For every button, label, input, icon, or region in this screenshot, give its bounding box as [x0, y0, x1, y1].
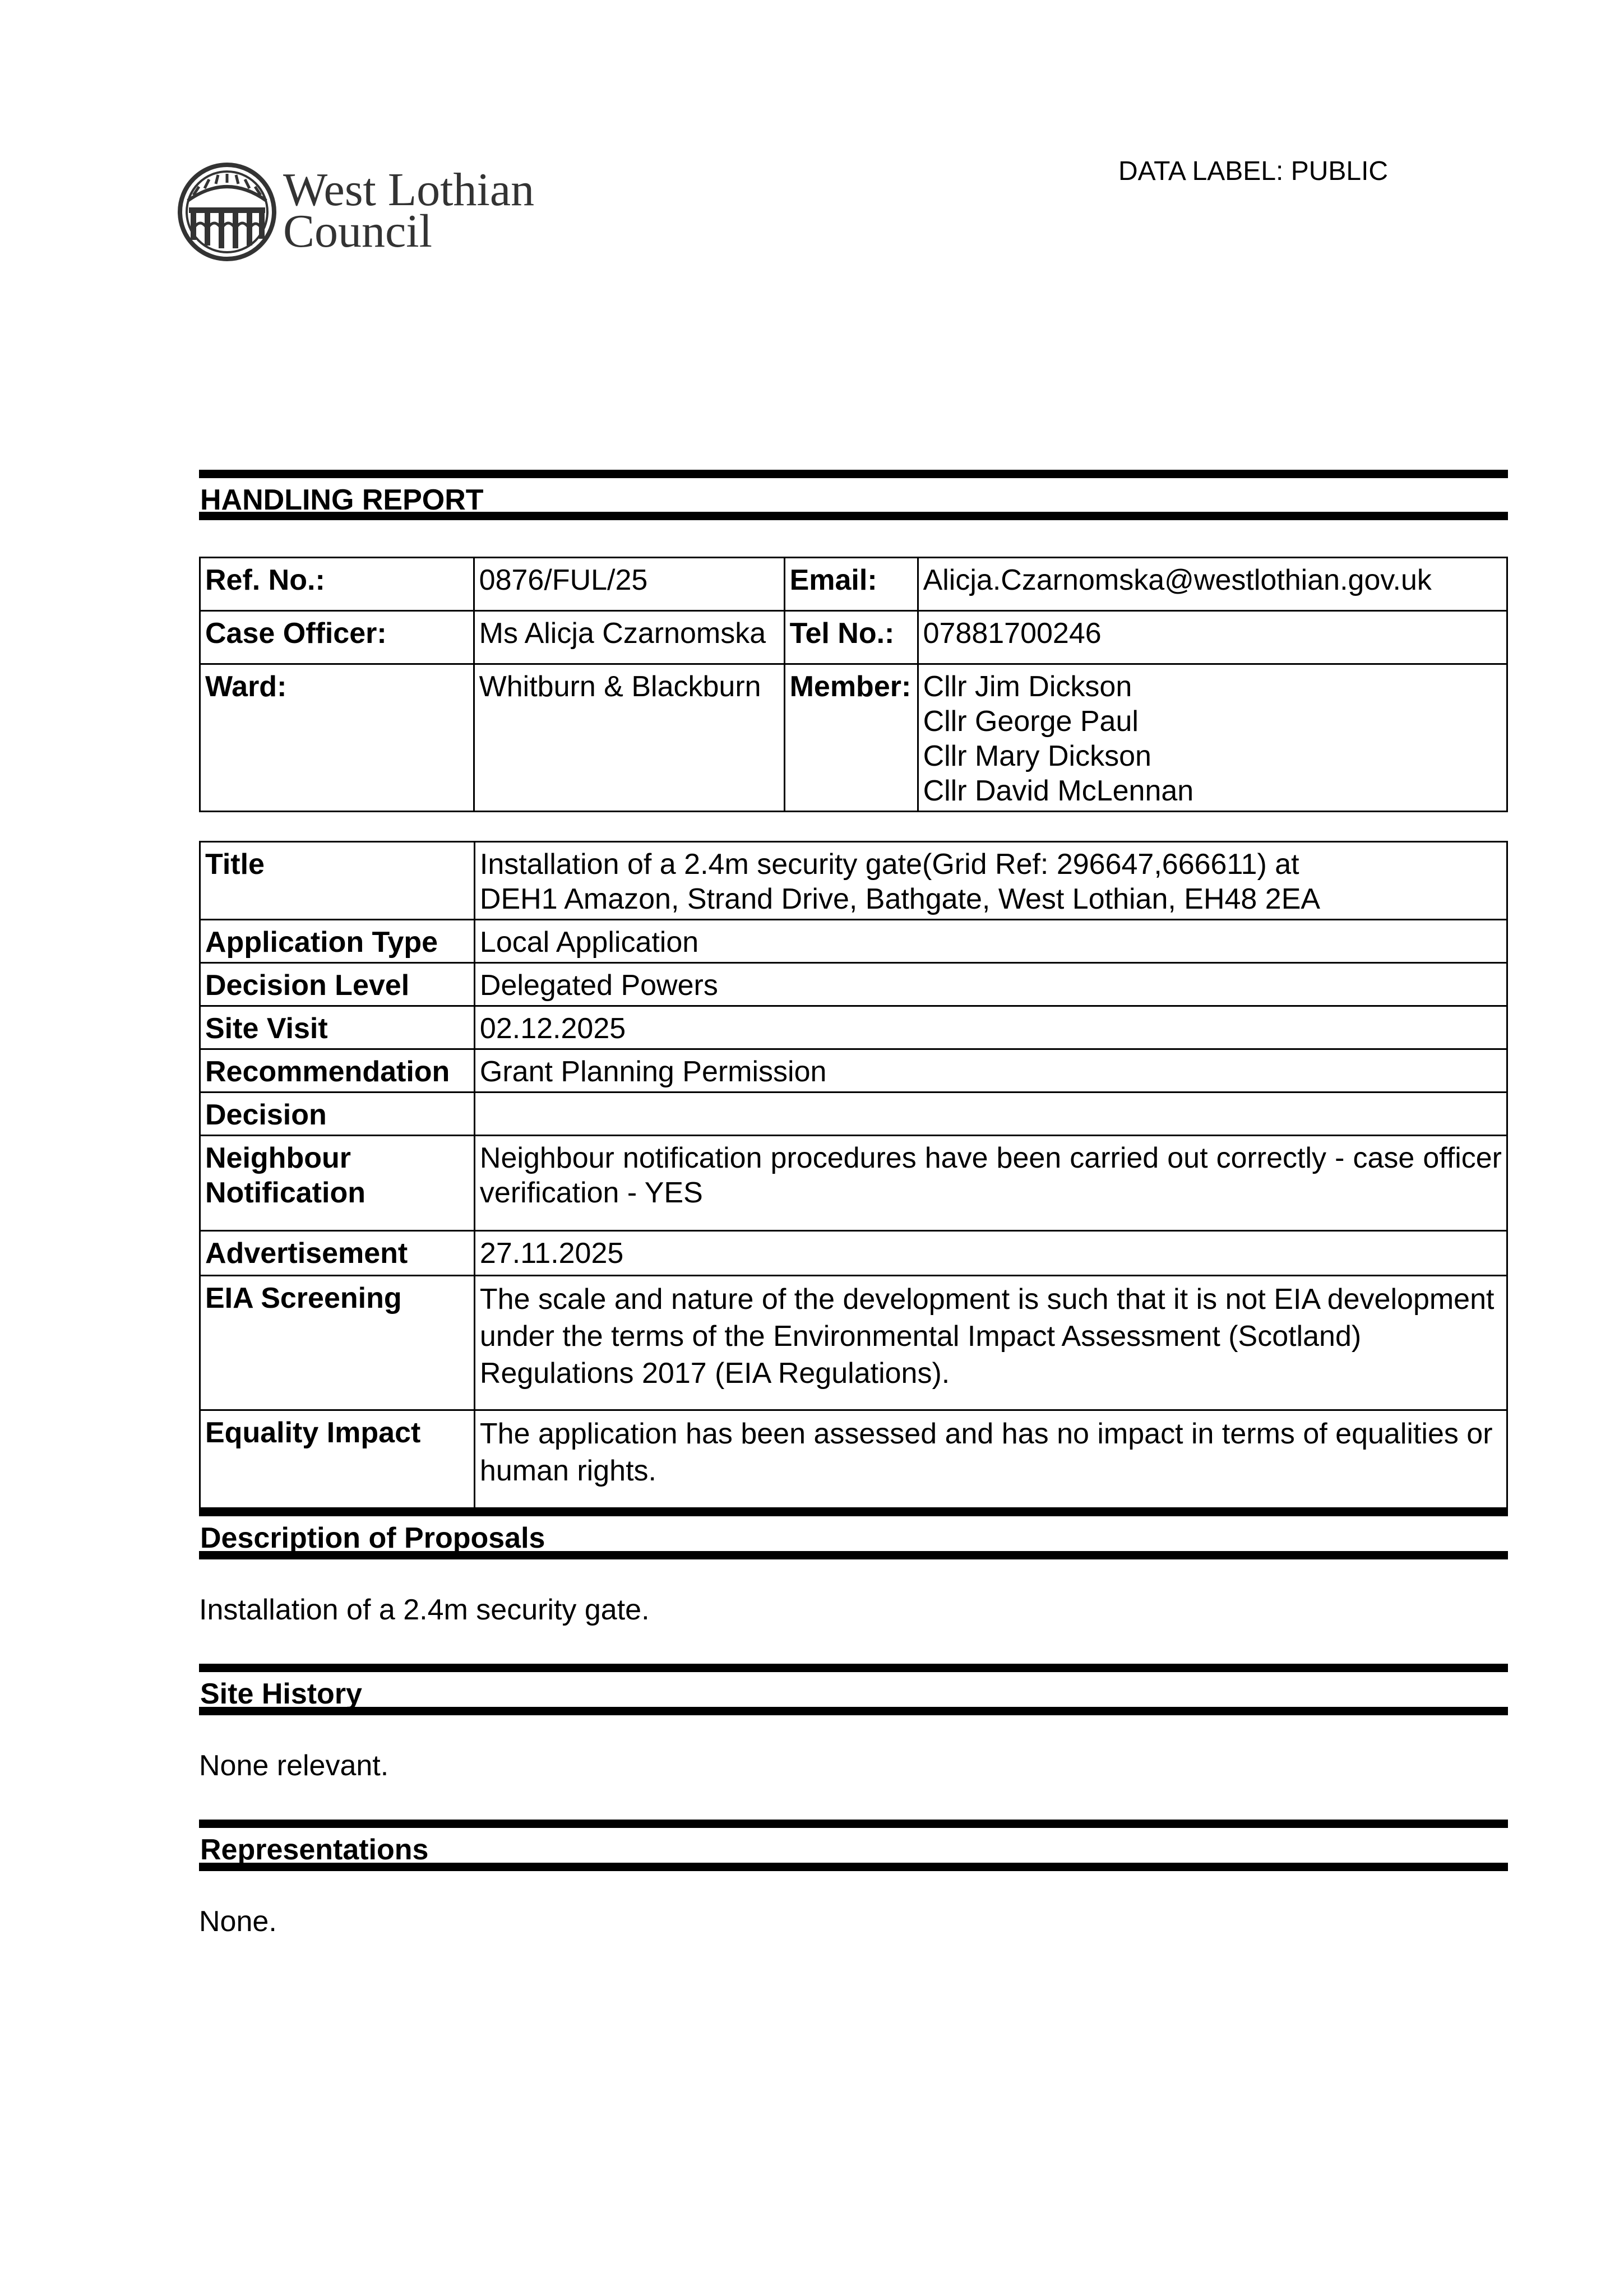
table-row	[200, 1136, 1507, 1231]
member-item: Cllr Jim Dickson	[923, 670, 1132, 703]
site-history-heading	[199, 1664, 1508, 1715]
table-row	[200, 1410, 1507, 1508]
table-row	[200, 963, 1507, 1006]
table-row	[200, 611, 1507, 664]
table-row	[200, 558, 1507, 611]
neighbour-notification-value: Neighbour notification procedures have been carried out correctly - case officer verification - YES	[474, 1136, 1507, 1231]
handling-report-heading	[199, 470, 1508, 520]
advertisement-value: 27.11.2025	[474, 1231, 1507, 1276]
table-row	[200, 1093, 1507, 1136]
decision-value	[474, 1093, 1507, 1136]
decision-label: Decision	[200, 1093, 475, 1136]
member-item: Cllr George Paul	[923, 705, 1139, 738]
viaduct-crest-icon	[177, 161, 277, 262]
member-list	[918, 664, 1507, 812]
table-row	[200, 1049, 1507, 1093]
officer-value: Ms Alicja Czarnomska	[474, 611, 784, 664]
ref-value: 0876/FUL/25	[474, 558, 784, 611]
tel-label: Tel No.:	[784, 611, 918, 664]
application-details-table	[199, 841, 1508, 1509]
eia-screening-value: The scale and nature of the development is such that it is not EIA development under the terms of the Environmental Impact Assessment (Scotland) Regulations 2017 (EIA Regulations).	[474, 1276, 1507, 1410]
table-row	[200, 842, 1507, 920]
ward-value: Whitburn & Blackburn	[474, 664, 784, 812]
data-label: DATA LABEL: PUBLIC	[1118, 156, 1389, 186]
tel-value: 07881700246	[918, 611, 1507, 664]
title-label: Title	[200, 842, 475, 920]
label-line: Neighbour	[205, 1142, 351, 1174]
equality-impact-label: Equality Impact	[200, 1410, 475, 1508]
title-line: DEH1 Amazon, Strand Drive, Bathgate, West Lothian, EH48 2EA	[479, 883, 1321, 915]
ref-label: Ref. No.:	[200, 558, 474, 611]
ward-label: Ward:	[200, 664, 474, 812]
equality-impact-value: The application has been assessed and has no impact in terms of equalities or human rights.	[474, 1410, 1507, 1508]
council-logo	[177, 161, 569, 274]
description-heading	[199, 1508, 1508, 1559]
logo-wordmark	[283, 164, 535, 257]
logo-line-1: West Lothian	[283, 164, 535, 216]
application-type-label: Application Type	[200, 920, 475, 963]
member-item: Cllr David McLennan	[923, 775, 1194, 807]
representations-title: Representations	[200, 1834, 429, 1866]
member-label: Member:	[784, 664, 918, 812]
description-title: Description of Proposals	[200, 1522, 545, 1554]
table-row	[200, 920, 1507, 963]
email-label: Email:	[784, 558, 918, 611]
table-row	[200, 1231, 1507, 1276]
site-visit-label: Site Visit	[200, 1006, 475, 1049]
recommendation-label: Recommendation	[200, 1049, 475, 1093]
decision-level-label: Decision Level	[200, 963, 475, 1006]
label-line: Notification	[205, 1177, 365, 1209]
advertisement-label: Advertisement	[200, 1231, 475, 1276]
title-line: Installation of a 2.4m security gate(Grid Ref: 296647,666611) at	[479, 848, 1299, 881]
table-row	[200, 1276, 1507, 1410]
logo-line-2: Council	[283, 205, 432, 257]
recommendation-value: Grant Planning Permission	[474, 1049, 1507, 1093]
case-info-table	[199, 557, 1508, 812]
neighbour-notification-label	[200, 1136, 475, 1231]
email-value[interactable]: Alicja.Czarnomska@westlothian.gov.uk	[918, 558, 1507, 611]
site-history-text: None relevant.	[199, 1749, 389, 1782]
description-text: Installation of a 2.4m security gate.	[199, 1594, 650, 1626]
table-row	[200, 664, 1507, 812]
representations-heading	[199, 1820, 1508, 1871]
site-visit-value: 02.12.2025	[474, 1006, 1507, 1049]
site-history-title: Site History	[200, 1678, 362, 1710]
officer-label: Case Officer:	[200, 611, 474, 664]
representations-text: None.	[199, 1905, 277, 1938]
eia-screening-label: EIA Screening	[200, 1276, 475, 1410]
decision-level-value: Delegated Powers	[474, 963, 1507, 1006]
table-row	[200, 1006, 1507, 1049]
member-item: Cllr Mary Dickson	[923, 740, 1151, 772]
handling-report-title: HANDLING REPORT	[200, 484, 484, 516]
title-value	[474, 842, 1507, 920]
application-type-value: Local Application	[474, 920, 1507, 963]
